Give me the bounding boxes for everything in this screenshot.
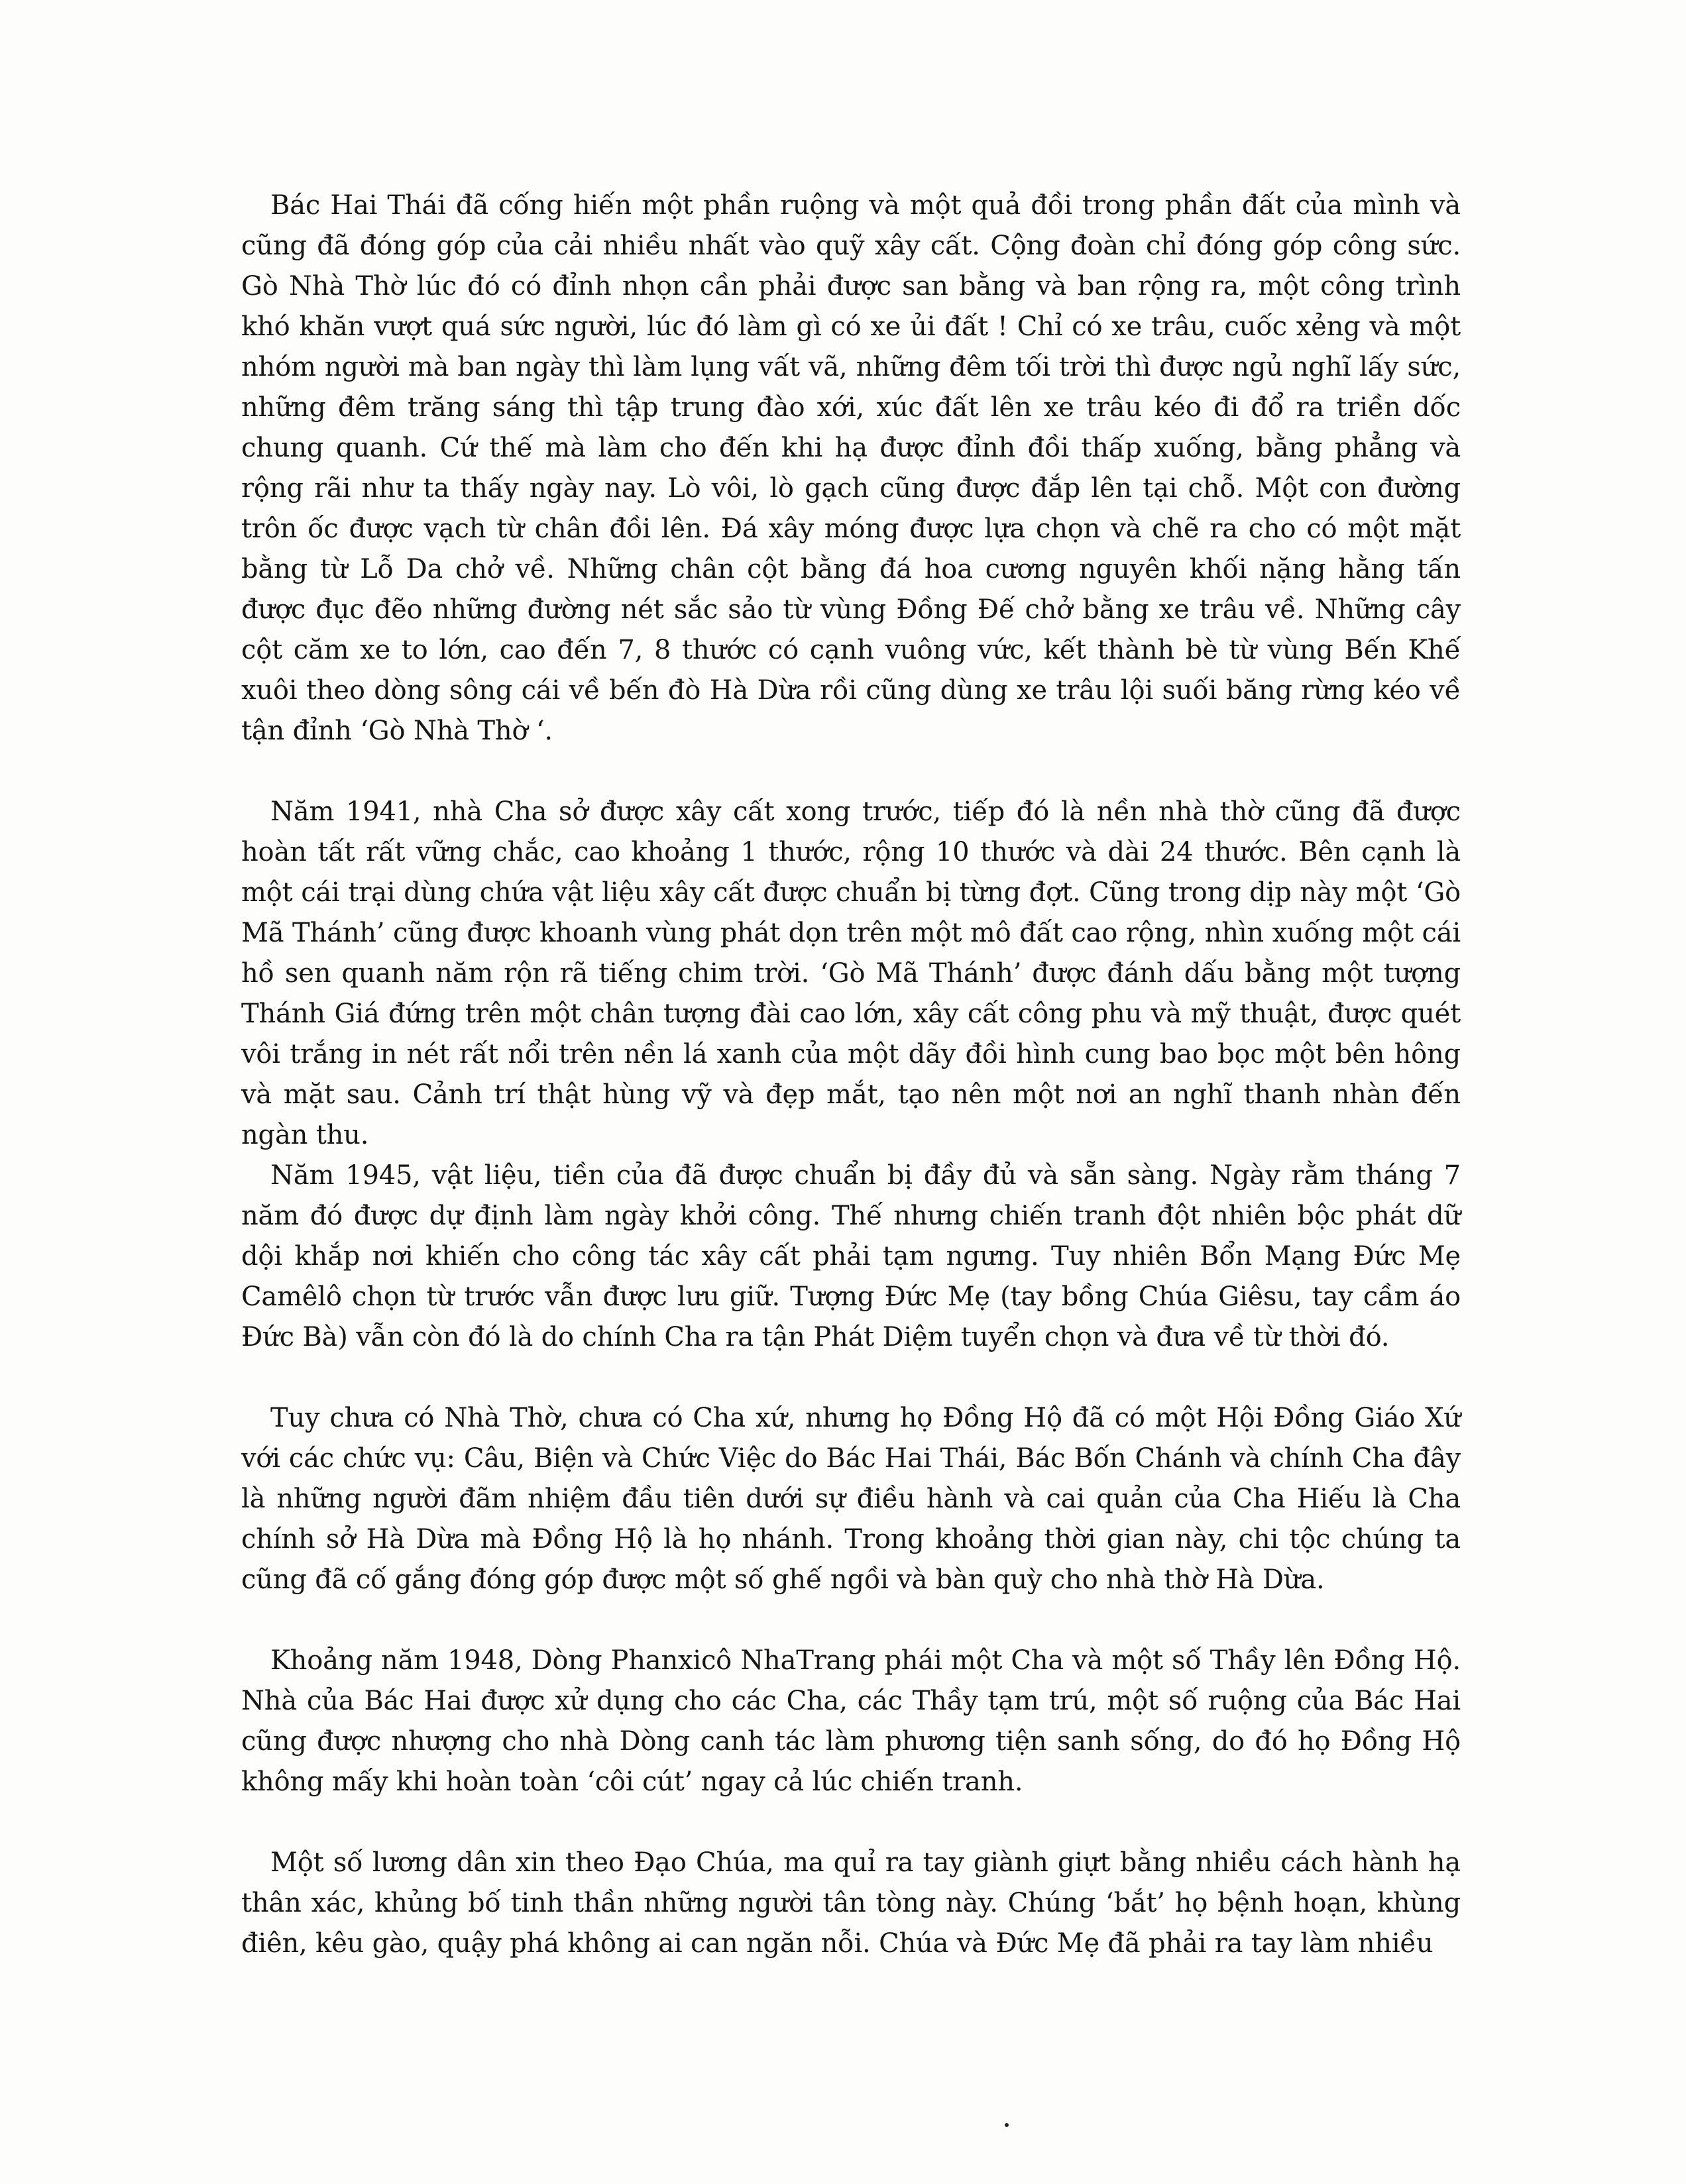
paragraph-year-1948: Khoảng năm 1948, Dòng Phanxicô NhaTrang phái một Cha và một số Thầy lên Đồng Hộ. Nhà của Bác Hai được xử dụng cho các Cha, các Thầy tạm trú, một số ruộng của Bác Hai cũng được nhượng cho nhà Dòng canh tác làm phương tiện sanh sống, do đó họ Đồng Hộ không mấy khi hoàn toàn ‘côi cút’ ngay cả lúc chiến tranh. bbox=[241, 1645, 1461, 1797]
paragraph-year-1941: Năm 1941, nhà Cha sở được xây cất xong trước, tiếp đó là nền nhà thờ cũng đã được hoàn tất rất vững chắc, cao khoảng 1 thước, rộng 10 thước và dài 24 thước. Bên cạnh là một cái trại dùng chứa vật liệu xây cất được chuẩn bị từng đợt. Cũng trong dịp này một ‘Gò Mã Thánh’ cũng được khoanh vùng phát dọn trên một mô đất cao rộng, nhìn xuống một cái hồ sen quanh năm rộn rã tiếng chim trời. ‘Gò Mã Thánh’ được đánh dấu bằng một tượng Thánh Giá đứng trên một chân tượng đài cao lớn, xây cất công phu và mỹ thuật, được quét vôi trắng in nét rất nổi trên nền lá xanh của một dãy đồi hình cung bao bọc một bên hông và mặt sau. Cảnh trí thật hùng vỹ và đẹp mắt, tạo nên một nơi an nghĩ thanh nhàn đến ngàn thu. bbox=[241, 796, 1461, 1150]
paragraph-new-converts: Một số lương dân xin theo Đạo Chúa, ma quỉ ra tay giành giựt bằng nhiều cách hành hạ thân xác, khủng bố tinh thần những người tân tòng này. Chúng ‘bắt’ họ bệnh hoạn, khùng điên, kêu gào, quậy phá không ai can ngăn nỗi. Chúa và Đức Mẹ đã phải ra tay làm nhiều bbox=[241, 1847, 1461, 1959]
body-text bbox=[241, 186, 1461, 1964]
paragraph-parish-council: Tuy chưa có Nhà Thờ, chưa có Cha xứ, nhưng họ Đồng Hộ đã có một Hội Đồng Giáo Xứ với các chức vụ: Câu, Biện và Chức Việc do Bác Hai Thái, Bác Bốn Chánh và chính Cha đây là những người đãm nhiệm đầu tiên dưới sự điều hành và cai quản của Cha Hiếu là Cha chính sở Hà Dừa mà Đồng Hộ là họ nhánh. Trong khoảng thời gian này, chi tộc chúng ta cũng đã cố gắng đóng góp được một số ghế ngồi và bàn quỳ cho nhà thờ Hà Dừa. bbox=[241, 1403, 1461, 1595]
scan-dot-mark bbox=[1005, 2123, 1009, 2127]
paragraph-year-1945: Năm 1945, vật liệu, tiền của đã được chuẩn bị đầy đủ và sẵn sàng. Ngày rằm tháng 7 năm đó được dự định làm ngày khởi công. Thế nhưng chiến tranh đột nhiên bộc phát dữ dội khắp nơi khiến cho công tác xây cất phải tạm ngưng. Tuy nhiên Bổn Mạng Đức Mẹ Camêlô chọn từ trước vẫn được lưu giữ. Tượng Đức Mẹ (tay bồng Chúa Giêsu, tay cầm áo Đức Bà) vẫn còn đó là do chính Cha ra tận Phát Diệm tuyển chọn và đưa về từ thời đó. bbox=[241, 1160, 1461, 1352]
paragraph-church-hill-construction: Bác Hai Thái đã cống hiến một phần ruộng và một quả đồi trong phần đất của mình và cũng đã đóng góp của cải nhiều nhất vào quỹ xây cất. Cộng đoàn chỉ đóng góp công sức. Gò Nhà Thờ lúc đó có đỉnh nhọn cần phải được san bằng và ban rộng ra, một công trình khó khăn vượt quá sức người, lúc đó làm gì có xe ủi đất ! Chỉ có xe trâu, cuốc xẻng và một nhóm người mà ban ngày thì làm lụng vất vã, những đêm tối trời thì được ngủ nghĩ lấy sức, những đêm trăng sáng thì tập trung đào xới, xúc đất lên xe trâu kéo đi đổ ra triền dốc chung quanh. Cứ thế mà làm cho đến khi hạ được đỉnh đồi thấp xuống, bằng phẳng và rộng rãi như ta thấy ngày nay. Lò vôi, lò gạch cũng được đắp lên tại chỗ. Một con đường trôn ốc được vạch từ chân đồi lên. Đá xây móng được lựa chọn và chẽ ra cho có một mặt bằng từ Lỗ Da chở về. Những chân cột bằng đá hoa cương nguyên khối nặng hằng tấn được đục đẽo những đường nét sắc sảo từ vùng Đồng Đế chở bằng xe trâu về. Những cây cột căm xe to lớn, cao đến 7, 8 thước có cạnh vuông vức, kết thành bè từ vùng Bến Khế xuôi theo dòng sông cái về bến đò Hà Dừa rồi cũng dùng xe trâu lội suối băng rừng kéo về tận đỉnh ‘Gò Nhà Thờ ‘. bbox=[241, 190, 1461, 746]
